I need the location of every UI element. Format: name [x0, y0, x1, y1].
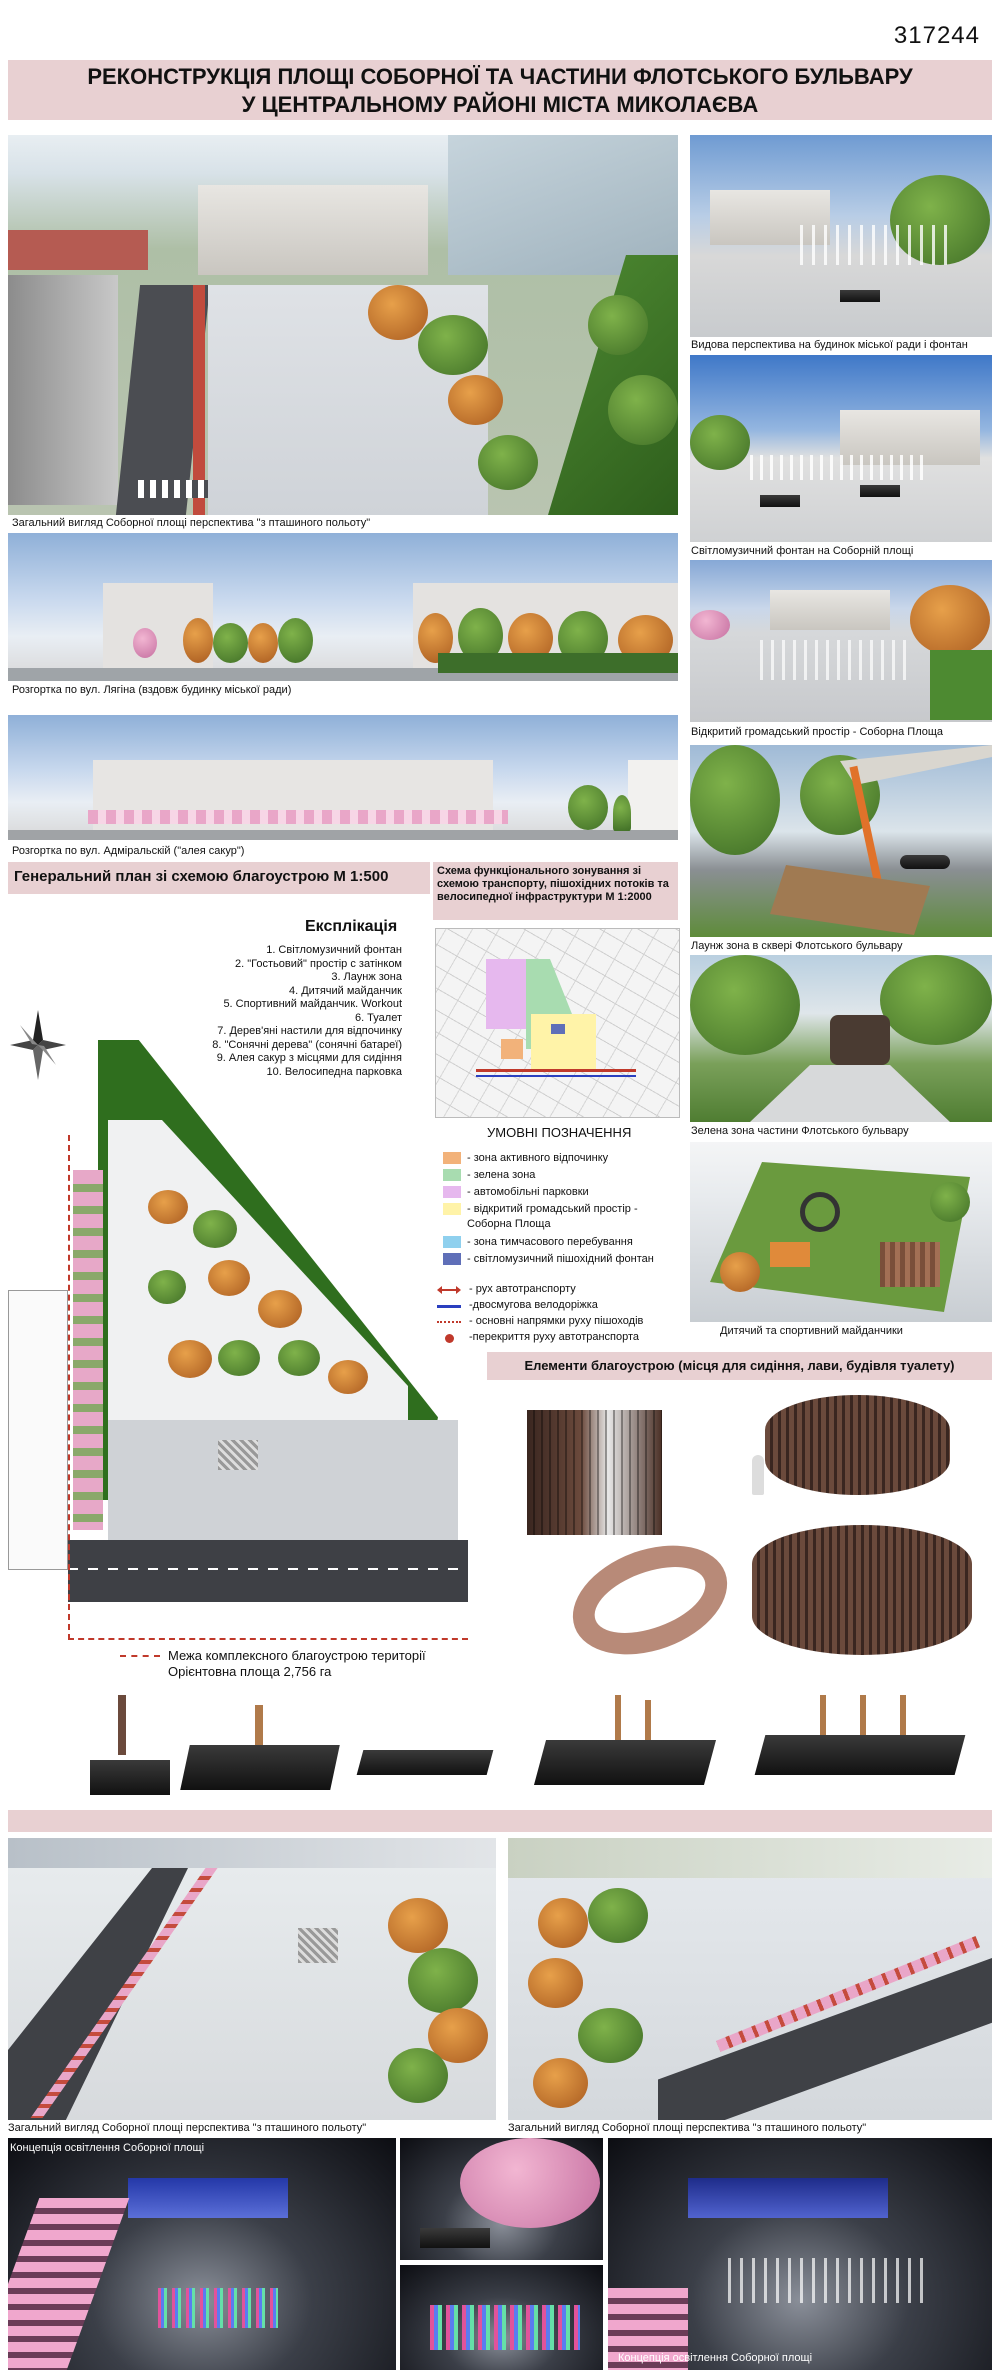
aerial-left-caption: Загальний вигляд Соборної площі перспектива "з пташиного польоту" [8, 2122, 367, 2134]
legend-swatch [443, 1203, 461, 1215]
legend-swatch [443, 1236, 461, 1248]
aerial-render-main [8, 135, 678, 515]
general-plan-title-bar [8, 862, 430, 894]
legend-label: - автомобільні парковки [467, 1186, 589, 1198]
legend-label: - зелена зона [467, 1169, 536, 1181]
lighting-render-right [608, 2138, 992, 2370]
legend-swatch [443, 1253, 461, 1265]
bench-1 [90, 1760, 170, 1795]
bench-2 [180, 1745, 340, 1790]
legend-label: - світломузичний пішохідний фонтан [467, 1253, 654, 1265]
no-entry-icon [445, 1334, 454, 1343]
fountain-caption: Світломузичний фонтан на Соборній площі [691, 545, 914, 557]
explication-item: 6. Туалет [354, 1011, 402, 1024]
pavilion-side-render [752, 1525, 972, 1655]
boundary-line-icon [120, 1655, 160, 1657]
bike-lane-line-icon [437, 1305, 461, 1308]
bench-5 [755, 1735, 966, 1775]
lounge-render [690, 745, 992, 937]
view-city-hall-render [690, 135, 992, 337]
traffic-arrow-icon [437, 1285, 461, 1295]
legend-title: УМОВНІ ПОЗНАЧЕННЯ [487, 1125, 632, 1140]
legend-swatch [443, 1169, 461, 1181]
bench-4 [534, 1740, 716, 1785]
zoning-title-bar [433, 862, 678, 920]
open-space-render [690, 560, 992, 722]
aerial-right-caption: Загальний вигляд Соборної площі перспектива "з пташиного польоту" [508, 2122, 867, 2134]
aerial-main-caption: Загальний вигляд Соборної площі перспектива "з пташиного польоту" [12, 517, 371, 529]
open-space-caption: Відкритий громадський простір - Соборна Площа [691, 726, 944, 738]
aerial-render-left [8, 1838, 496, 2120]
green-zone-render [690, 955, 992, 1122]
legend-label: - основні напрямки руху пішоходів [469, 1315, 644, 1327]
legend-zones [443, 1152, 683, 1282]
lounge-caption: Лаунж зона в сквері Флотського бульвару [691, 940, 903, 952]
green-zone-caption: Зелена зона частини Флотського бульвару [691, 1125, 909, 1137]
legend-label: - зона тимчасового перебування [467, 1236, 633, 1248]
legend-label: Соборна Площа [467, 1218, 551, 1230]
explication-item: 5. Спортивний майданчик. Workout [223, 998, 402, 1010]
title-banner [8, 60, 992, 120]
general-plan-drawing [8, 1040, 468, 1640]
explication-title: Експлікація [305, 918, 398, 935]
explication-item: 4. Дитячий майданчик [288, 984, 402, 997]
view-city-hall-caption: Видова перспектива на будинок міської ради і фонтан [691, 339, 968, 351]
legend-label: -перекриття руху автотранспорта [469, 1331, 640, 1343]
elements-title-bar [487, 1352, 992, 1380]
explication-item: 8. "Сонячні дерева" (сонячні батареї) [212, 1038, 402, 1051]
playground-caption: Дитячий та спортивний майданчики [720, 1325, 903, 1337]
pavilion-front-render [765, 1395, 950, 1495]
lighting-render-left [8, 2138, 396, 2370]
area-label: Орієнтовна площа 2,756 га [168, 1664, 332, 1679]
elements-title: Елементи благоустрою (місця для сидіння, лави, будівля туалету) [524, 1358, 955, 1373]
legend-swatch [443, 1152, 461, 1164]
legend-lines [437, 1283, 683, 1353]
boundary-label: Межа комплексного благоустрою території [168, 1648, 426, 1663]
person-silhouette [752, 1455, 764, 1495]
explication-item: 2. "Гостьовий" простір с затінком [235, 957, 402, 970]
explication-item: 3. Лаунж зона [331, 971, 402, 983]
section-lyagina-caption: Розгортка по вул. Лягіна (вздовж будинку міської ради) [12, 684, 292, 696]
fountain-render [690, 355, 992, 542]
project-number: 317244 [893, 22, 980, 49]
legend-label: - зона активного відпочинку [467, 1152, 609, 1164]
bench-3 [357, 1750, 494, 1775]
zoning-scheme-map [435, 928, 680, 1118]
title-line-1: РЕКОНСТРУКЦІЯ ПЛОЩІ СОБОРНОЇ ТА ЧАСТИНИ ФЛОТСЬКОГО БУЛЬВАРУ [87, 64, 913, 89]
explication-item: 9. Алея сакур з місцями для сидіння [216, 1052, 402, 1064]
general-plan-title: Генеральний план зі схемою благоустрою М 1:500 [14, 868, 389, 885]
pavilion-interior-render [527, 1410, 662, 1535]
pavilion-ring-plan [558, 1526, 743, 1675]
title-line-2: У ЦЕНТРАЛЬНОМУ РАЙОНІ МІСТА МИКОЛАЄВА [241, 92, 759, 117]
lighting-bottom-caption: Концепція освітлення Соборної площі [618, 2352, 813, 2364]
section-admiralska-caption: Розгортка по вул. Адміральскій ("алея сакур") [12, 845, 245, 857]
aerial-render-right [508, 1838, 992, 2120]
legend-label: -двосмугова велодоріжка [469, 1299, 598, 1311]
divider-bar [8, 1810, 992, 1832]
legend-label: - рух автотранспорту [469, 1283, 576, 1295]
lighting-top-caption: Концепція освітлення Соборної площі [10, 2142, 205, 2154]
legend-swatch [443, 1186, 461, 1198]
section-lyagina-render [8, 533, 678, 681]
playground-render [690, 1142, 992, 1322]
lighting-detail-cherry [400, 2138, 603, 2260]
legend-label: - відкритий громадський простір - [467, 1203, 638, 1215]
section-admiralska-render [8, 715, 678, 840]
explication-item: 10. Велосипедна парковка [266, 1065, 402, 1078]
explication-item: 1. Світломузичний фонтан [266, 944, 402, 956]
lighting-detail-fountain [400, 2265, 603, 2370]
explication-item: 7. Дерев'яні настили для відпочинку [217, 1025, 402, 1037]
pedestrian-line-icon [437, 1321, 461, 1323]
bench-renders [40, 1695, 970, 1805]
zoning-title: Схема функціонального зонування зі схемою транспорту, пішохідних потоків та велосипедної інфраструктури М 1:2000 [437, 865, 669, 903]
